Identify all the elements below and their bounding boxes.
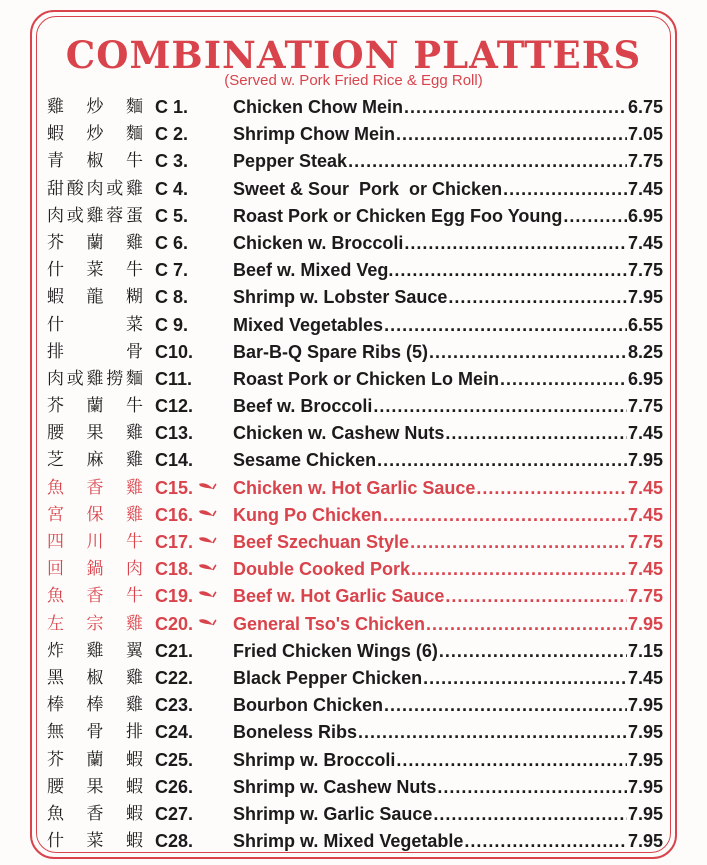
- dot-leader: [384, 692, 627, 719]
- dish-price: 7.45: [627, 178, 663, 199]
- chinese-name: 雞 炒 麵: [47, 97, 143, 117]
- page-title: COMBINATION PLATTERS: [65, 33, 642, 77]
- chinese-name: 四 川 牛: [47, 532, 143, 552]
- dot-leader: [404, 230, 627, 257]
- item-code: C22.: [155, 667, 194, 688]
- dish-line: [233, 366, 663, 393]
- item-code: C27.: [155, 803, 194, 824]
- dish-price: 7.95: [627, 722, 663, 743]
- dish-line: [233, 801, 663, 828]
- dish-line: [233, 611, 663, 638]
- dot-leader: [404, 94, 627, 121]
- menu-item: [47, 583, 663, 610]
- chinese-name: 芥 蘭 雞: [47, 232, 143, 253]
- item-code: C 5.: [155, 205, 189, 226]
- dish-price: 7.75: [627, 260, 663, 281]
- dish-name: Shrimp w. Garlic Sauce: [233, 803, 433, 824]
- item-code: C 9.: [155, 314, 189, 335]
- hot-pepper-icon: [197, 612, 217, 641]
- hot-pepper-icon: [197, 503, 217, 532]
- dish-price: 7.45: [627, 232, 663, 253]
- chinese-name: 左 宗 雞: [47, 613, 143, 634]
- item-code: C12.: [155, 396, 194, 417]
- dish-line: [233, 447, 663, 474]
- page-subtitle: (Served w. Pork Fried Rice & Egg Roll): [224, 72, 483, 89]
- dish-line: [233, 556, 663, 583]
- dish-line: [233, 230, 663, 257]
- dish-name: Chicken Chow Mein: [233, 97, 404, 117]
- hot-pepper-icon: [197, 557, 217, 586]
- dot-leader: [500, 366, 627, 393]
- dish-line: [233, 774, 663, 801]
- chinese-name: 青 椒 牛: [47, 151, 143, 172]
- chinese-name: 肉 或 雞 撈 麵: [47, 368, 143, 389]
- dot-leader: [445, 420, 627, 447]
- chinese-name: 肉 或 雞 蓉 蛋: [47, 205, 143, 226]
- dish-line: [233, 339, 663, 366]
- menu-item: [47, 828, 663, 855]
- item-code: C13.: [155, 423, 194, 444]
- dish-name: Boneless Ribs: [233, 722, 358, 743]
- dish-name: Double Cooked Pork: [233, 559, 411, 580]
- chinese-name: 魚 香 雞: [47, 477, 143, 498]
- item-code: C26.: [155, 776, 194, 797]
- dot-leader: [437, 774, 627, 801]
- item-code: C 4.: [155, 178, 189, 199]
- dot-leader: [445, 583, 627, 610]
- menu-item: [47, 393, 663, 420]
- dish-price: 7.75: [627, 151, 663, 172]
- dish-name: Chicken w. Hot Garlic Sauce: [233, 477, 476, 498]
- dish-price: 7.05: [627, 124, 663, 145]
- menu-item: [47, 447, 663, 474]
- chinese-name: 芥 蘭 蝦: [47, 749, 143, 770]
- dish-price: 6.95: [627, 368, 663, 389]
- dish-name: Chicken w. Broccoli: [233, 232, 404, 253]
- item-code: C 3.: [155, 151, 189, 172]
- dish-price: 8.25: [627, 341, 663, 362]
- dish-price: 7.45: [627, 559, 663, 580]
- dish-price: 7.95: [627, 287, 663, 308]
- menu-item: [47, 774, 663, 801]
- item-code: C20.: [155, 613, 194, 634]
- dish-name: Beef Szechuan Style: [233, 532, 410, 552]
- chinese-name: 什 菜 牛: [47, 260, 143, 281]
- dish-name: Sweet & Sour Pork or Chicken: [233, 178, 503, 199]
- dish-price: 7.75: [627, 396, 663, 417]
- chinese-name: 蝦 炒 麵: [47, 124, 143, 145]
- item-code: C11.: [155, 368, 193, 389]
- menu-item: [47, 502, 663, 529]
- dot-leader: [384, 312, 627, 339]
- menu-item: [47, 475, 663, 502]
- dish-line: [233, 502, 663, 529]
- hot-pepper-icon: [197, 476, 217, 505]
- chinese-name: 蝦 龍 糊: [47, 287, 143, 308]
- dish-name: Shrimp w. Lobster Sauce: [233, 287, 448, 308]
- dish-name: Beef w. Hot Garlic Sauce: [233, 586, 445, 607]
- item-code: C 7.: [155, 260, 189, 281]
- dot-leader: [464, 828, 627, 855]
- item-code: C19.: [155, 586, 194, 607]
- item-code: C 6.: [155, 232, 189, 253]
- chinese-name: 芝 麻 雞: [47, 450, 143, 471]
- chinese-name: 黑 椒 雞: [47, 667, 143, 688]
- chinese-name: 排 骨: [47, 341, 143, 362]
- dish-name: Shrimp w. Broccoli: [233, 749, 396, 770]
- menu-item: [47, 420, 663, 447]
- dot-leader: [348, 148, 627, 175]
- menu-item: [47, 284, 663, 311]
- dish-line: [233, 638, 663, 665]
- dot-leader: [448, 284, 627, 311]
- chinese-name: 魚 香 蝦: [47, 803, 143, 824]
- item-code: C 1.: [155, 97, 189, 117]
- dish-price: 6.95: [627, 205, 663, 226]
- menu-item: [47, 339, 663, 366]
- dish-price: 7.95: [627, 831, 663, 852]
- item-code: C23.: [155, 695, 194, 716]
- menu-item: [47, 94, 663, 121]
- item-code: C25.: [155, 749, 194, 770]
- menu-item: [47, 611, 663, 638]
- dish-line: [233, 148, 663, 175]
- dish-name: General Tso's Chicken: [233, 613, 426, 634]
- dish-price: 6.55: [627, 314, 663, 335]
- dish-price: 7.95: [627, 450, 663, 471]
- menu-item: [47, 203, 663, 230]
- dot-leader: [383, 502, 627, 529]
- dish-price: 7.75: [627, 586, 663, 607]
- menu-item: [47, 529, 663, 556]
- dish-name: Black Pepper Chicken: [233, 667, 423, 688]
- dish-price: 7.15: [627, 640, 663, 661]
- item-code: C15.: [155, 477, 194, 498]
- dot-leader: [426, 611, 627, 638]
- dish-name: Pepper Steak: [233, 151, 348, 172]
- dish-line: [233, 312, 663, 339]
- dish-price: 7.95: [627, 695, 663, 716]
- dot-leader: [411, 556, 627, 583]
- item-code: C16.: [155, 504, 194, 525]
- dot-leader: [394, 257, 627, 284]
- dot-leader: [429, 339, 627, 366]
- menu-item: [47, 719, 663, 746]
- dish-name: Shrimp w. Mixed Vegetable: [233, 831, 464, 852]
- dot-leader: [410, 529, 627, 556]
- chinese-name: 腰 果 雞: [47, 423, 143, 444]
- menu-item: [47, 257, 663, 284]
- dot-leader: [396, 121, 627, 148]
- item-code: C17.: [155, 532, 194, 552]
- dot-leader: [563, 203, 627, 230]
- dish-price: 7.75: [627, 532, 663, 552]
- dish-line: [233, 747, 663, 774]
- dish-name: Fried Chicken Wings (6): [233, 640, 438, 661]
- dish-price: 7.95: [627, 803, 663, 824]
- chinese-name: 芥 蘭 牛: [47, 396, 143, 417]
- dish-name: Shrimp w. Cashew Nuts: [233, 776, 437, 797]
- dish-line: [233, 284, 663, 311]
- dish-price: 7.45: [627, 667, 663, 688]
- menu-list: [47, 94, 663, 855]
- chinese-name: 腰 果 蝦: [47, 776, 143, 797]
- dot-leader: [396, 747, 627, 774]
- dot-leader: [439, 638, 627, 665]
- item-code: C 2.: [155, 124, 189, 145]
- dish-line: [233, 583, 663, 610]
- dish-price: 7.95: [627, 776, 663, 797]
- dish-name: Shrimp Chow Mein: [233, 124, 395, 145]
- item-code: C28.: [155, 831, 194, 852]
- menu-item: [47, 801, 663, 828]
- dish-line: [233, 719, 663, 746]
- dish-name: Beef w. Broccoli: [233, 396, 373, 417]
- chinese-name: 無 骨 排: [47, 722, 143, 743]
- dish-name: Roast Pork or Chicken Egg Foo Young: [233, 205, 563, 226]
- dish-price: 7.95: [627, 749, 663, 770]
- dish-line: [233, 94, 663, 121]
- dish-line: [233, 176, 663, 203]
- menu-item: [47, 366, 663, 393]
- dish-line: [233, 203, 663, 230]
- chinese-name: 甜 酸 肉 或 雞: [47, 178, 143, 199]
- dish-line: [233, 475, 663, 502]
- menu-item: [47, 692, 663, 719]
- chinese-name: 回 鍋 肉: [47, 559, 143, 580]
- dot-leader: [433, 801, 627, 828]
- menu-item: [47, 638, 663, 665]
- menu-item: [47, 747, 663, 774]
- dish-name: Bourbon Chicken: [233, 695, 384, 716]
- item-code: C18.: [155, 559, 194, 580]
- dot-leader: [377, 447, 627, 474]
- item-code: C10.: [155, 341, 194, 362]
- dish-price: 6.75: [627, 97, 663, 117]
- dish-line: [233, 121, 663, 148]
- menu-item: [47, 312, 663, 339]
- dish-line: [233, 692, 663, 719]
- dish-name: Sesame Chicken: [233, 450, 377, 471]
- chinese-name: 什 菜: [47, 314, 143, 335]
- chinese-name: 魚 香 牛: [47, 586, 143, 607]
- item-code: C14.: [155, 450, 194, 471]
- dish-name: Bar-B-Q Spare Ribs (5): [233, 341, 429, 362]
- dish-line: [233, 665, 663, 692]
- dish-name: Roast Pork or Chicken Lo Mein: [233, 368, 500, 389]
- dish-line: [233, 257, 663, 284]
- dish-price: 7.95: [627, 613, 663, 634]
- hot-pepper-icon: [197, 530, 217, 559]
- menu-item: [47, 176, 663, 203]
- dot-leader: [476, 475, 627, 502]
- chinese-name: 棒 棒 雞: [47, 695, 143, 716]
- dish-line: [233, 420, 663, 447]
- menu-item: [47, 665, 663, 692]
- menu-item: [47, 556, 663, 583]
- dot-leader: [358, 719, 627, 746]
- menu-item: [47, 121, 663, 148]
- dish-price: 7.45: [627, 423, 663, 444]
- dish-name: Mixed Vegetables: [233, 314, 384, 335]
- menu-item: [47, 230, 663, 257]
- dish-line: [233, 529, 663, 556]
- dish-name: Beef w. Mixed Veg.: [233, 260, 394, 281]
- dish-name: Kung Po Chicken: [233, 504, 383, 525]
- item-code: C24.: [155, 722, 194, 743]
- chinese-name: 什 菜 蝦: [47, 831, 143, 852]
- item-code: C21.: [155, 640, 194, 661]
- dot-leader: [503, 176, 627, 203]
- hot-pepper-icon: [197, 584, 217, 613]
- item-code: C 8.: [155, 287, 189, 308]
- dish-line: [233, 828, 663, 855]
- dot-leader: [373, 393, 627, 420]
- chinese-name: 炸 雞 翼: [47, 640, 143, 661]
- dot-leader: [423, 665, 627, 692]
- dish-name: Chicken w. Cashew Nuts: [233, 423, 445, 444]
- chinese-name: 宮 保 雞: [47, 504, 143, 525]
- dish-line: [233, 393, 663, 420]
- dish-price: 7.45: [627, 504, 663, 525]
- dish-price: 7.45: [627, 477, 663, 498]
- menu-item: [47, 148, 663, 175]
